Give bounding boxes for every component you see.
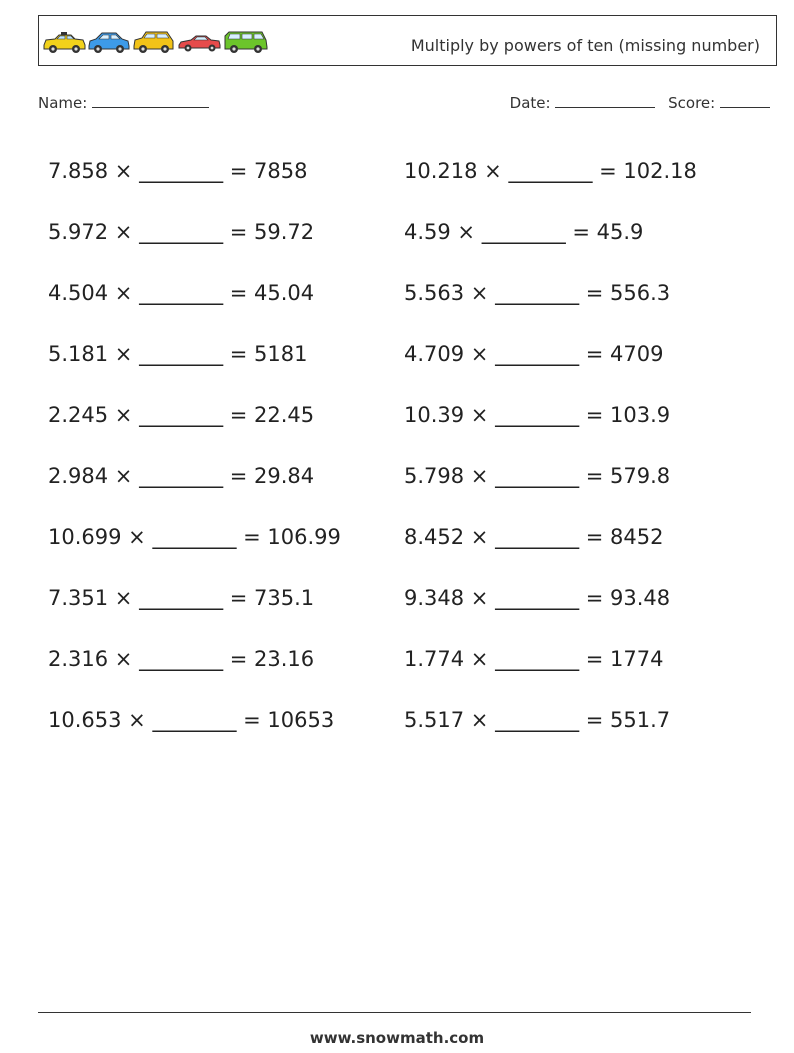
problem-item <box>404 647 760 671</box>
problem-item <box>404 403 760 427</box>
problem-left: 5.517 × <box>404 707 496 732</box>
red-sports-car-icon <box>179 36 220 52</box>
problem-left: 5.798 × <box>404 463 496 488</box>
date-blank[interactable] <box>555 93 655 108</box>
problem-row <box>48 262 768 323</box>
problem-item <box>404 525 760 549</box>
problem-right: = 8452 <box>579 524 664 549</box>
problem-left: 10.218 × <box>404 158 509 183</box>
name-blank[interactable] <box>92 93 209 108</box>
problem-left: 1.774 × <box>404 646 496 671</box>
problem-right: = 7858 <box>223 158 308 183</box>
problem-right: = 579.8 <box>579 463 671 488</box>
problem-row <box>48 140 768 201</box>
answer-blank[interactable]: ________ <box>495 402 580 427</box>
problem-row <box>48 506 768 567</box>
problem-row <box>48 445 768 506</box>
problem-left: 5.181 × <box>48 341 140 366</box>
problem-right: = 1774 <box>579 646 664 671</box>
problem-right: = 23.16 <box>223 646 315 671</box>
problem-item <box>404 342 760 366</box>
answer-blank[interactable]: ________ <box>139 341 224 366</box>
problem-item <box>404 159 760 183</box>
answer-blank[interactable]: ________ <box>495 524 580 549</box>
problem-left: 5.972 × <box>48 219 140 244</box>
name-field <box>38 93 209 112</box>
problem-left: 9.348 × <box>404 585 496 610</box>
yellow-hatchback-icon <box>134 32 173 53</box>
problem-right: = 102.18 <box>592 158 697 183</box>
problem-item <box>404 220 760 244</box>
problem-item <box>48 342 404 366</box>
problem-left: 10.39 × <box>404 402 496 427</box>
problem-item <box>404 464 760 488</box>
cars-banner <box>41 28 271 54</box>
problem-row <box>48 323 768 384</box>
problem-right: = 29.84 <box>223 463 315 488</box>
problem-row <box>48 689 768 750</box>
problem-left: 2.316 × <box>48 646 140 671</box>
problem-right: = 45.04 <box>223 280 315 305</box>
footer-divider <box>38 1012 751 1013</box>
problem-right: = 556.3 <box>579 280 671 305</box>
problem-left: 7.351 × <box>48 585 140 610</box>
score-label: Score: <box>668 94 716 112</box>
footer-url[interactable]: www.snowmath.com <box>309 1029 485 1047</box>
problem-item <box>48 159 404 183</box>
date-score-fields <box>510 93 770 112</box>
answer-blank[interactable]: ________ <box>139 402 224 427</box>
problem-left: 4.709 × <box>404 341 496 366</box>
header-box <box>38 15 777 66</box>
answer-blank[interactable]: ________ <box>495 707 580 732</box>
answer-blank[interactable]: ________ <box>152 707 237 732</box>
answer-blank[interactable]: ________ <box>139 585 224 610</box>
answer-blank[interactable]: ________ <box>495 646 580 671</box>
problem-row <box>48 567 768 628</box>
date-label: Date: <box>509 94 551 112</box>
problem-right: = 735.1 <box>223 585 315 610</box>
problem-item <box>48 586 404 610</box>
problem-left: 4.59 × <box>404 219 482 244</box>
problem-right: = 45.9 <box>565 219 644 244</box>
problem-right: = 551.7 <box>579 707 671 732</box>
problem-row <box>48 384 768 445</box>
problem-item <box>404 586 760 610</box>
problem-left: 2.245 × <box>48 402 140 427</box>
answer-blank[interactable]: ________ <box>495 280 580 305</box>
problem-row <box>48 628 768 689</box>
green-van-icon <box>225 32 267 53</box>
problem-item <box>48 464 404 488</box>
answer-blank[interactable]: ________ <box>495 585 580 610</box>
yellow-taxi-icon <box>44 32 85 53</box>
problem-left: 10.653 × <box>48 707 153 732</box>
answer-blank[interactable]: ________ <box>508 158 593 183</box>
problem-left: 8.452 × <box>404 524 496 549</box>
problem-left: 10.699 × <box>48 524 153 549</box>
problem-left: 2.984 × <box>48 463 140 488</box>
answer-blank[interactable]: ________ <box>139 646 224 671</box>
problem-right: = 5181 <box>223 341 308 366</box>
answer-blank[interactable]: ________ <box>139 463 224 488</box>
problem-item <box>48 708 404 732</box>
name-label: Name: <box>38 94 88 112</box>
worksheet-title: Multiply by powers of ten (missing number) <box>410 36 760 55</box>
problem-item <box>48 403 404 427</box>
score-blank[interactable] <box>720 93 770 108</box>
problem-item <box>404 708 760 732</box>
blue-car-icon <box>89 33 129 53</box>
answer-blank[interactable]: ________ <box>481 219 566 244</box>
problem-right: = 22.45 <box>223 402 315 427</box>
answer-blank[interactable]: ________ <box>495 463 580 488</box>
problem-left: 7.858 × <box>48 158 140 183</box>
answer-blank[interactable]: ________ <box>139 280 224 305</box>
problem-right: = 103.9 <box>579 402 671 427</box>
problem-right: = 4709 <box>579 341 664 366</box>
problem-grid <box>48 140 768 750</box>
problem-row <box>48 201 768 262</box>
problem-left: 5.563 × <box>404 280 496 305</box>
problem-item <box>48 281 404 305</box>
problem-right: = 93.48 <box>579 585 671 610</box>
problem-right: = 106.99 <box>236 524 341 549</box>
answer-blank[interactable]: ________ <box>139 219 224 244</box>
answer-blank[interactable]: ________ <box>495 341 580 366</box>
problem-item <box>404 281 760 305</box>
problem-item <box>48 647 404 671</box>
problem-right: = 10653 <box>236 707 335 732</box>
problem-right: = 59.72 <box>223 219 315 244</box>
problem-item <box>48 525 404 549</box>
answer-blank[interactable]: ________ <box>152 524 237 549</box>
problem-item <box>48 220 404 244</box>
answer-blank[interactable]: ________ <box>139 158 224 183</box>
problem-left: 4.504 × <box>48 280 140 305</box>
